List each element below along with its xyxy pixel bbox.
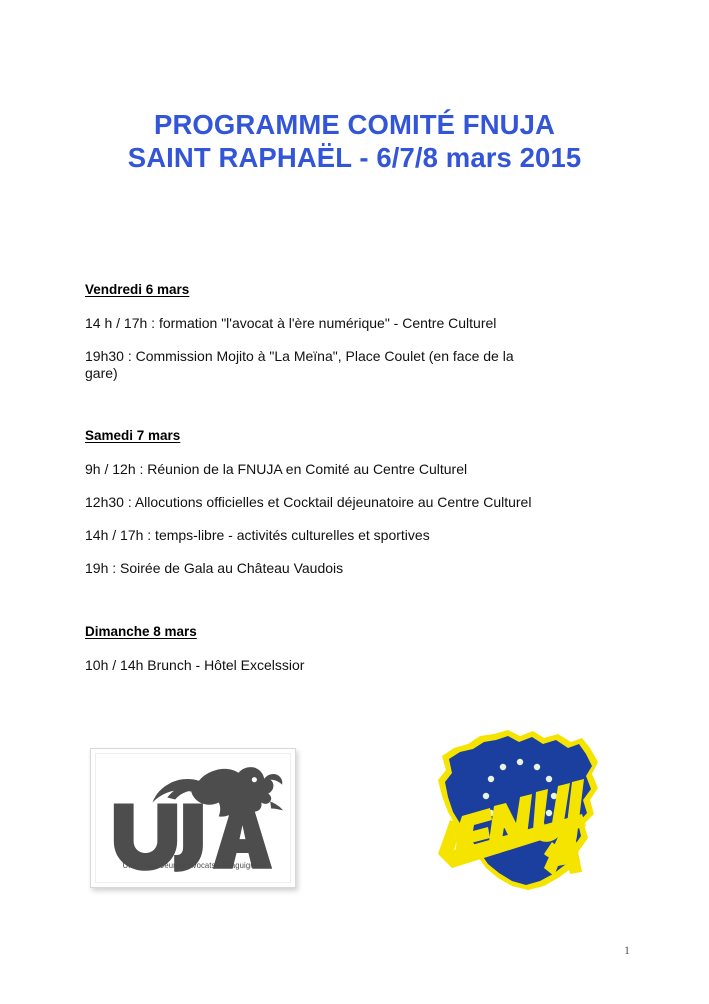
uja-logo-tagline: Union des Jeunes Avocats - Draguignan <box>122 861 264 870</box>
day-section-dimanche <box>85 623 626 674</box>
page-title-line-1: PROGRAMME COMITÉ FNUJA <box>154 109 555 140</box>
schedule-entry: 19h : Soirée de Gala au Château Vaudois <box>85 560 344 576</box>
schedule-entry-continuation: gare) <box>85 365 118 381</box>
fnuja-logo-artwork <box>432 728 604 896</box>
day-section-samedi <box>85 427 626 577</box>
uja-logo <box>90 748 296 888</box>
page-title <box>0 108 709 174</box>
schedule-entry: 10h / 14h Brunch - Hôtel Excelssior <box>85 657 305 673</box>
schedule-entry: 14 h / 17h : formation "l'avocat à l'ère numérique" - Centre Culturel <box>85 315 497 331</box>
fnuja-logo <box>432 728 604 896</box>
schedule-entry: 12h30 : Allocutions officielles et Cocktail déjeunatoire au Centre Culturel <box>85 494 532 510</box>
schedule-entry: 9h / 12h : Réunion de la FNUJA en Comité au Centre Culturel <box>85 461 468 477</box>
day-heading: Samedi 7 mars <box>85 428 181 443</box>
schedule-body <box>85 281 626 674</box>
day-heading: Vendredi 6 mars <box>85 282 190 297</box>
schedule-entry: 14h / 17h : temps-libre - activités culturelles et sportives <box>85 527 430 543</box>
page-number: 1 <box>624 943 630 957</box>
uja-logo-frame <box>95 753 291 883</box>
schedule-entry-text: 19h30 : Commission Mojito à "La Meïna", Place Coulet (en face de la <box>85 348 514 364</box>
page-title-line-2: SAINT RAPHAËL - 6/7/8 mars 2015 <box>127 142 582 173</box>
day-section-vendredi <box>85 281 626 382</box>
schedule-entry <box>85 348 626 382</box>
day-heading: Dimanche 8 mars <box>85 624 197 639</box>
